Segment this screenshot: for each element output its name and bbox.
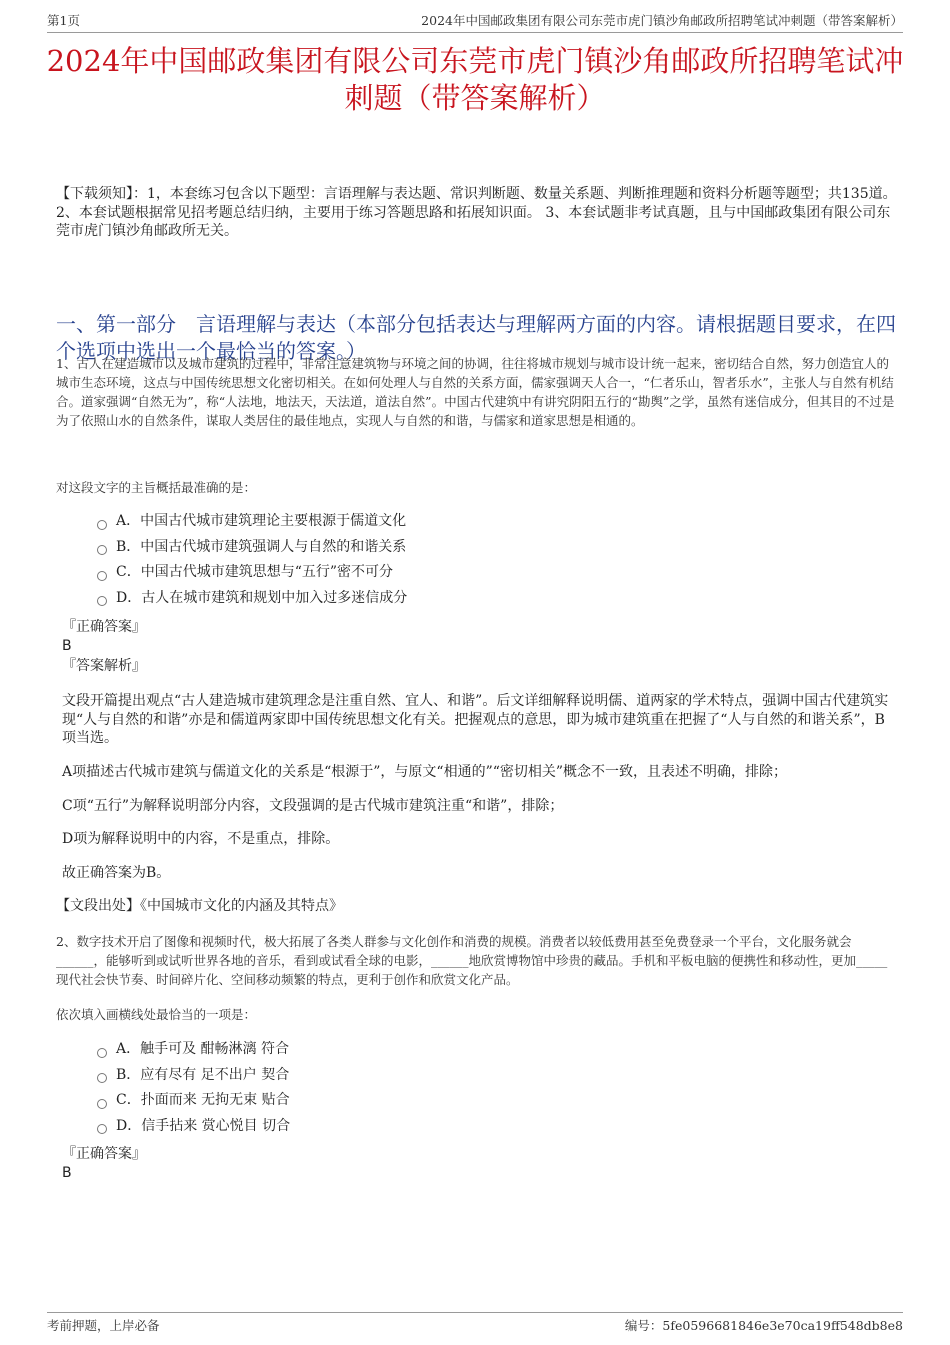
correct-answer-label: 『正确答案』 [62,619,146,635]
option-label: A．中国古代城市建筑理论主要根源于儒道文化 [116,513,407,529]
radio-icon[interactable] [97,1099,107,1109]
option-label: B．应有尽有 足不出户 契合 [116,1066,290,1083]
analysis-paragraph: D项为解释说明中的内容，不是重点，排除。 [62,831,340,847]
section-heading: 一、第一部分 言语理解与表达（本部分包括表达与理解两方面的内容。请根据题目要求，在四个选项中选出一个最恰当的答案。） [56,312,896,363]
analysis-paragraph: A项描述古代城市建筑与儒道文化的关系是“根源于”，与原文“相通的”“密切相关”概念不一致，且表述不明确，排除； [62,764,788,780]
document-code: 编号：5fe0596681846e3e70ca19ff548db8e8 [624,1318,903,1333]
radio-icon[interactable] [97,1048,107,1058]
analysis-conclusion: 故正确答案为B。 [62,865,171,881]
correct-answer-value: B [62,1165,72,1181]
option-b[interactable] [97,1063,697,1089]
question-2-prompt: 依次填入画横线处最恰当的一项是： [56,1007,257,1022]
option-label: D．信手拈来 赏心悦目 切合 [116,1117,291,1134]
document-title: 2024年中国邮政集团有限公司东莞市虎门镇沙角邮政所招聘笔试冲刺题（带答案解析） [46,44,904,115]
page-header [47,10,903,33]
radio-icon[interactable] [97,596,107,606]
footer-slogan: 考前押题，上岸必备 [47,1318,160,1333]
option-label: B．中国古代城市建筑强调人与自然的和谐关系 [116,538,407,555]
option-label: C．中国古代城市建筑思想与“五行”密不可分 [116,564,394,580]
option-label: D．古人在城市建筑和规划中加入过多迷信成分 [116,589,408,606]
radio-icon[interactable] [97,571,107,581]
question-1-options [97,509,697,611]
question-1-prompt: 对这段文字的主旨概括最准确的是： [56,480,257,495]
analysis-paragraph: C项“五行”为解释说明部分内容，文段强调的是古代城市建筑注重“和谐”，排除； [62,798,564,814]
option-d[interactable] [97,586,697,612]
option-a[interactable] [97,1037,697,1063]
passage-source: 【文段出处】《中国城市文化的内涵及其特点》 [56,898,343,914]
option-a[interactable] [97,509,697,535]
page-number: 第1页 [47,13,80,28]
radio-icon[interactable] [97,545,107,555]
option-b[interactable] [97,535,697,561]
question-2-options [97,1037,697,1139]
option-label: C．扑面而来 无拘无束 贴合 [116,1092,290,1108]
correct-answer-value: B [62,638,72,654]
page-footer [47,1312,903,1334]
option-c[interactable] [97,1088,697,1114]
option-label: A．触手可及 酣畅淋漓 符合 [116,1041,290,1057]
radio-icon[interactable] [97,520,107,530]
header-doc-title: 2024年中国邮政集团有限公司东莞市虎门镇沙角邮政所招聘笔试冲刺题（带答案解析） [421,13,903,28]
correct-answer-label: 『正确答案』 [62,1146,146,1162]
download-notice: 【下载须知】：1，本套练习包含以下题型：言语理解与表达题、常识判断题、数量关系题、判断推理题和资料分析题等题型；共135道。 2、本套试题根据常见招考题总结归纳，主要用于练习答题思路和拓展知识面。 3、本套试题非考试真题，且与中国邮政集团有限公司东莞市虎门镇沙角邮政所无关。 [56,186,897,239]
option-c[interactable] [97,560,697,586]
radio-icon[interactable] [97,1073,107,1083]
radio-icon[interactable] [97,1124,107,1134]
analysis-paragraph: 文段开篇提出观点“古人建造城市建筑理念是注重自然、宜人、和谐”。后文详细解释说明儒、道两家的学术特点，强调中国古代建筑实现“人与自然的和谐”亦是和儒道两家即中国传统思想文化有关。把握观点的意思，即为城市建筑重在把握了“人与自然的和谐关系”，B项当选。 [62,693,889,746]
option-d[interactable] [97,1114,697,1140]
question-1-text: 1、古人在建造城市以及城市建筑的过程中，非常注意建筑物与环境之间的协调，往往将城市规划与城市设计统一起来，密切结合自然，努力创造宜人的城市生态环境，这点与中国传统思想文化密切相关。在如何处理人与自然的关系方面，儒家强调天人合一，“仁者乐山，智者乐水”，主张人与自然有机结合。道家强调“自然无为”，称“人法地，地法天，天法道，道法自然”。中国古代建筑中有讲究阴阳五行的“勘舆”之学，虽然有迷信成分，但其目的不过是为了依照山水的自然条件，谋取人类居住的最佳地点，实现人与自然的和谐，与儒家和道家思想是相通的。 [56,356,895,428]
analysis-label: 『答案解析』 [62,658,146,674]
question-2-text: 2、数字技术开启了图像和视频时代，极大拓展了各类人群参与文化创作和消费的规模。消费者以较低费用甚至免费登录一个平台，文化服务就会______，能够听到或试听世界各地的音乐，看到或试看全球的电影，______地欣赏博物馆中珍贵的藏品。手机和平板电脑的便携性和移动性，更加_____现代社会快节奏、时间碎片化、空间移动频繁的特点，更利于创作和欣赏文化产品。 [56,934,888,987]
